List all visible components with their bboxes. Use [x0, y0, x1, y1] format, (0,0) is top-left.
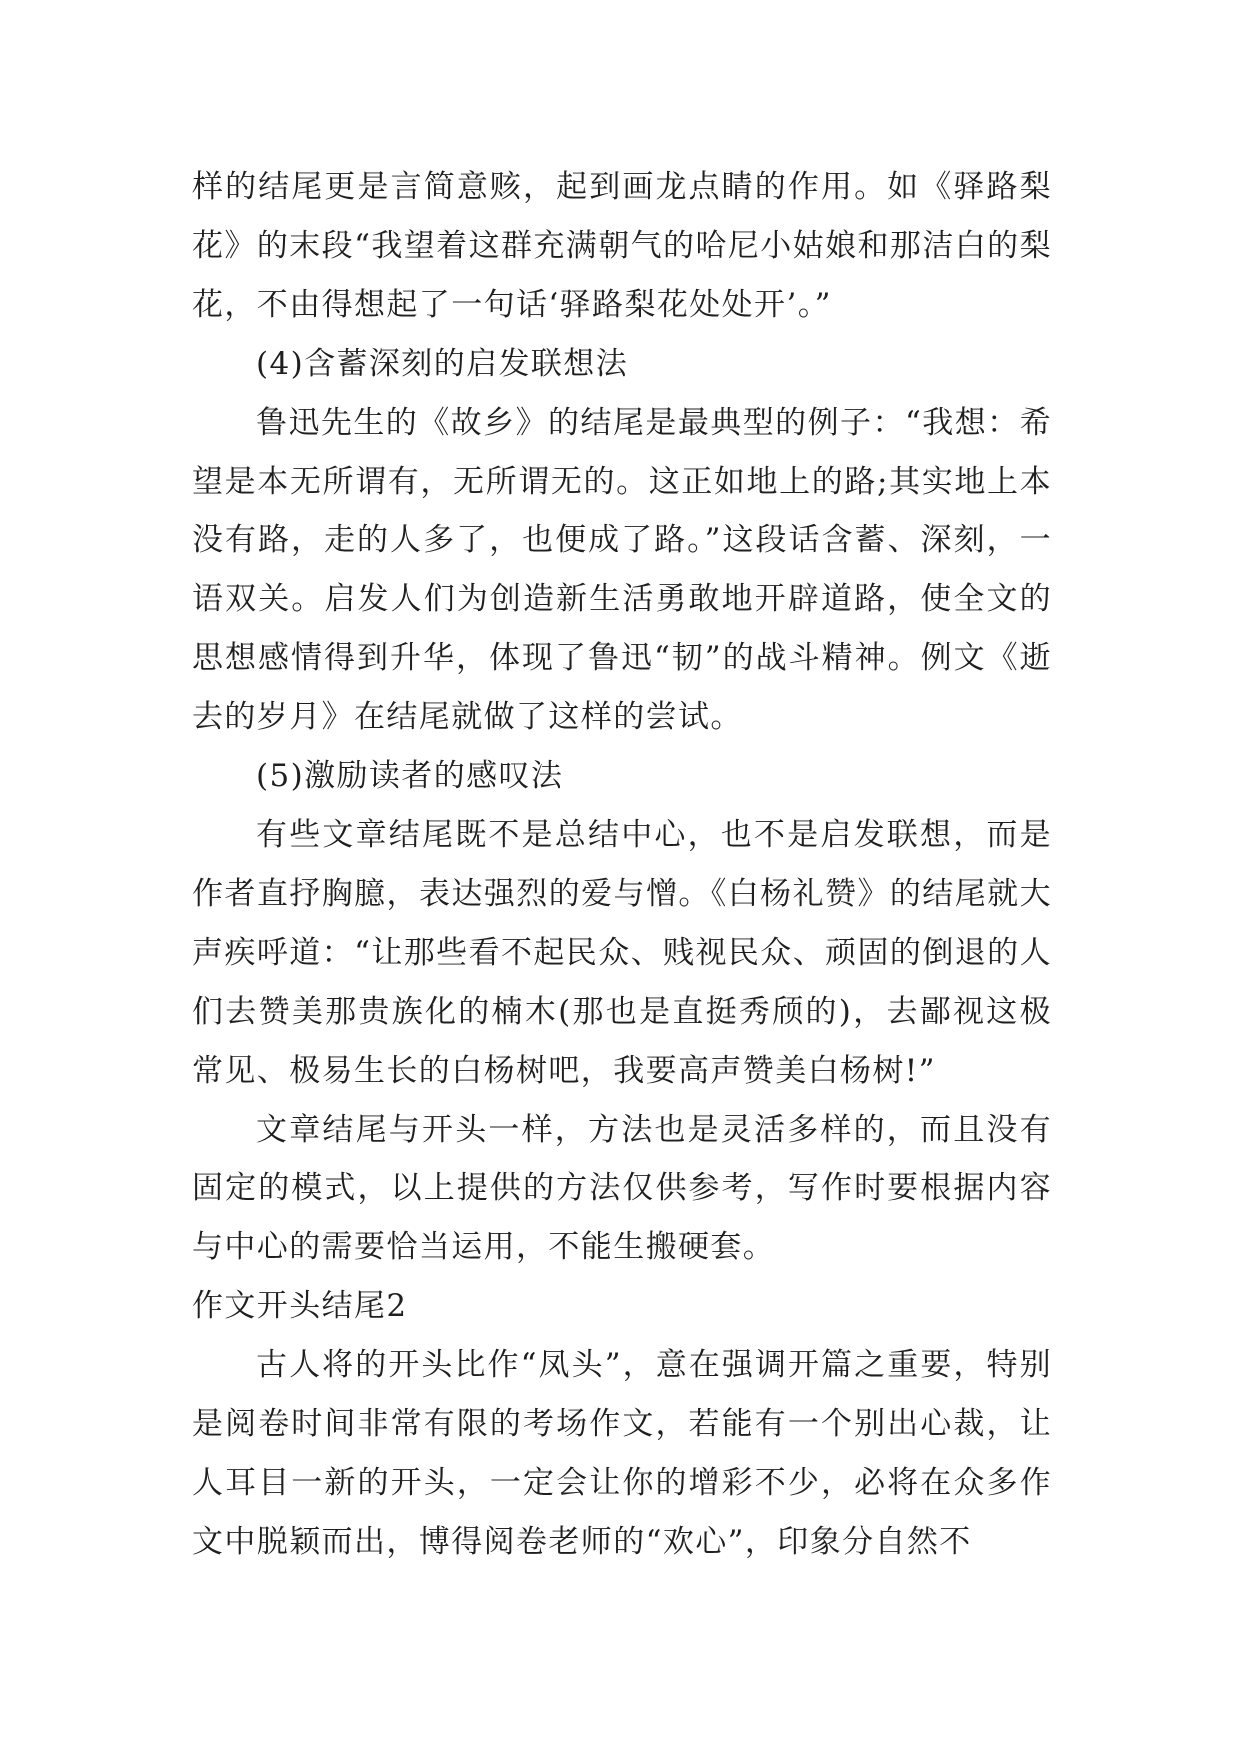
paragraph-hometown-ending: 鲁迅先生的《故乡》的结尾是最典型的例子：“我想：希望是本无所谓有，无所谓无的。这正如地上的路;其实地上本没有路，走的人多了，也便成了路。”这段话含蓄、深刻，一语双关。启发人们为创造新生活勇敢地开辟道路，使全文的思想感情得到升华，体现了鲁迅“韧”的战斗精神。例文《逝去的岁月》在结尾就做了这样的尝试。 [192, 404, 1052, 736]
section-title: 作文开头结尾2 [192, 1288, 408, 1325]
paragraph-poplar-ending: 有些文章结尾既不是总结中心，也不是启发联想，而是作者直抒胸臆，表达强烈的爱与憎。《白杨礼赞》的结尾就大声疾呼道：“让那些看不起民众、贱视民众、顽固的倒退的人们去赞美那贵族化的楠木(那也是直挺秀颀的)，去鄙视这极常见、极易生长的白杨树吧，我要高声赞美白杨树!” [192, 816, 1052, 1089]
heading-exclamation-method: (5)激励读者的感叹法 [256, 758, 564, 795]
document-page [192, 158, 1052, 1572]
paragraph-pear-blossom-ending: 样的结尾更是言简意赅，起到画龙点睛的作用。如《驿路梨花》的末段“我望着这群充满朝气的哈尼小姑娘和那洁白的梨花，不由得想起了一句话‘驿路梨花处处开’。” [192, 169, 1052, 323]
paragraph-opening-intro: 古人将的开头比作“凤头”，意在强调开篇之重要，特别是阅卷时间非常有限的考场作文，若能有一个别出心裁，让人耳目一新的开头，一定会让你的增彩不少，必将在众多作文中脱颖而出，博得阅卷老师的“欢心”，印象分自然不 [192, 1347, 1052, 1560]
heading-implicit-association: (4)含蓄深刻的启发联想法 [256, 345, 629, 382]
paragraph-summary: 文章结尾与开头一样，方法也是灵活多样的，而且没有固定的模式，以上提供的方法仅供参考，写作时要根据内容与中心的需要恰当运用，不能生搬硬套。 [192, 1111, 1052, 1266]
